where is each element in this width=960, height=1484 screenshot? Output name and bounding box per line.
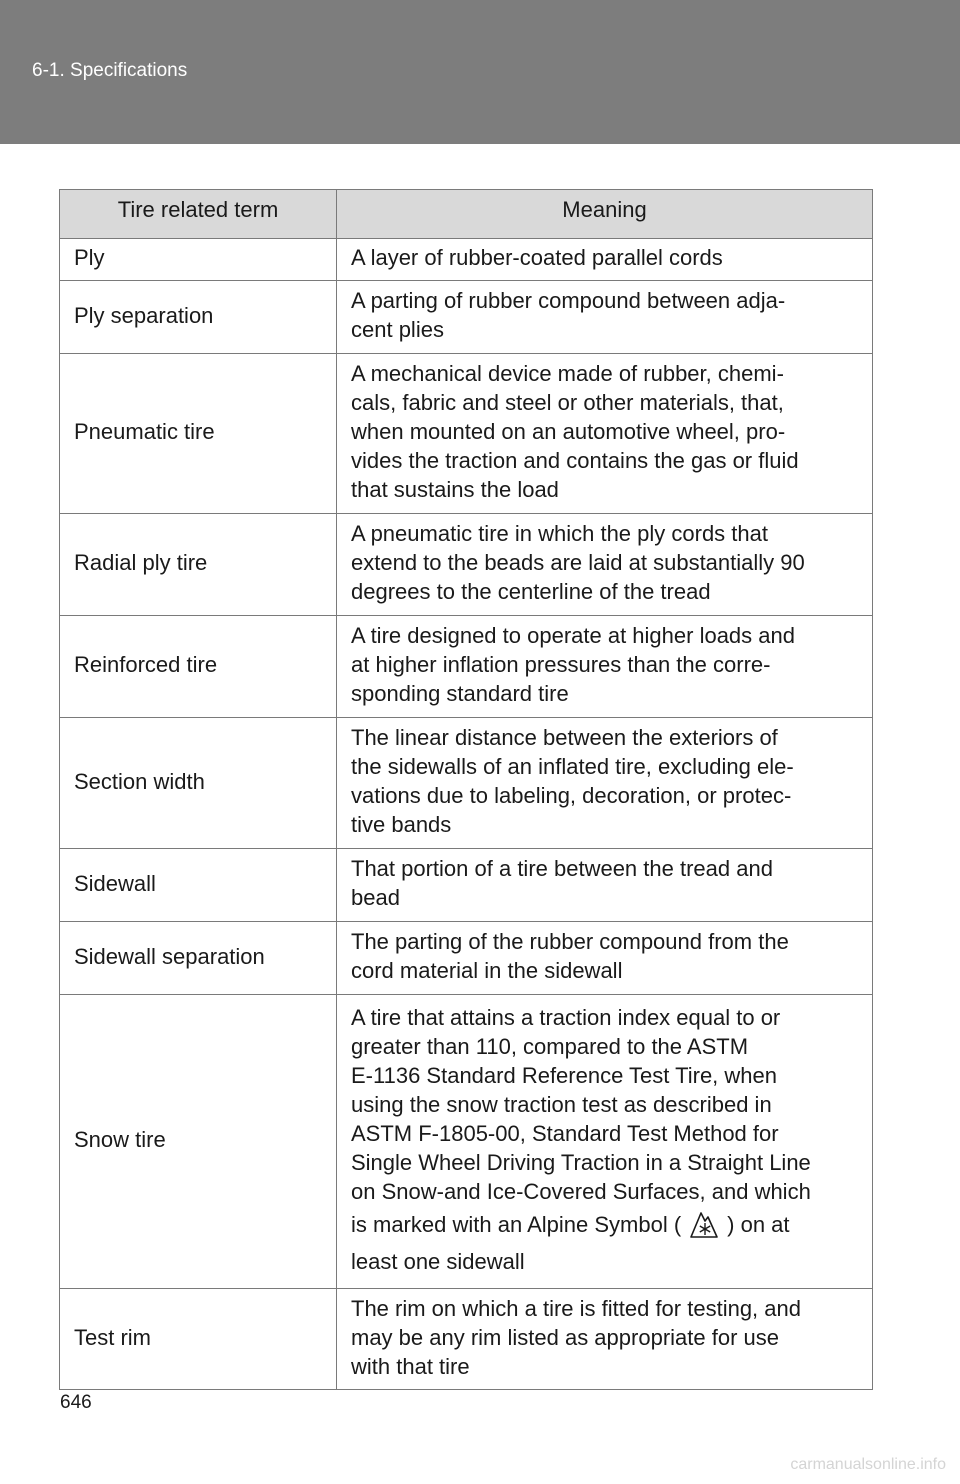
term-cell: Test rim bbox=[60, 1289, 337, 1390]
page-header bbox=[0, 0, 960, 144]
term-cell: Sidewall bbox=[60, 849, 337, 922]
meaning-cell: A mechanical device made of rubber, chemi- cals, fabric and steel or other materials, that, when mounted on an automotive wheel, pro- vides the traction and contains the gas or fluid that sustains the load bbox=[337, 354, 873, 514]
term-cell: Snow tire bbox=[60, 995, 337, 1289]
meaning-cell: A tire designed to operate at higher loads and at higher inflation pressures than the corre- sponding standard tire bbox=[337, 616, 873, 718]
term-cell: Ply separation bbox=[60, 281, 337, 354]
watermark: carmanualsonline.info bbox=[790, 1456, 946, 1473]
table-header-row bbox=[60, 190, 873, 239]
alpine-symbol-icon bbox=[687, 1206, 721, 1247]
table-row bbox=[60, 849, 873, 922]
meaning-cell: A parting of rubber compound between adja- cent plies bbox=[337, 281, 873, 354]
table-row bbox=[60, 718, 873, 849]
section-title: 6-1. Specifications bbox=[32, 60, 188, 81]
meaning-cell: A layer of rubber-coated parallel cords bbox=[337, 239, 873, 281]
meaning-cell: The linear distance between the exteriors of the sidewalls of an inflated tire, excluding ele- vations due to labeling, decoration, or protec- tive bands bbox=[337, 718, 873, 849]
term-cell: Reinforced tire bbox=[60, 616, 337, 718]
table-row bbox=[60, 922, 873, 995]
header-term: Tire related term bbox=[60, 190, 337, 239]
meaning-cell: The parting of the rubber compound from the cord material in the sidewall bbox=[337, 922, 873, 995]
term-cell: Ply bbox=[60, 239, 337, 281]
page-number: 646 bbox=[60, 1392, 92, 1413]
table-row bbox=[60, 239, 873, 281]
header-meaning: Meaning bbox=[337, 190, 873, 239]
meaning-text: A tire that attains a traction index equal to or greater than 110, compared to the ASTM E-1136 Standard Reference Test Tire, when using the snow traction test as described in ASTM F-1805-00, Standard Test Method for Single Wheel Driving Traction in a Straight Line on Snow-and Ice-Covered Surfaces, and which is marked with an Alpine Symbol ( bbox=[351, 1005, 811, 1237]
table-row bbox=[60, 1289, 873, 1390]
term-cell: Pneumatic tire bbox=[60, 354, 337, 514]
term-cell: Section width bbox=[60, 718, 337, 849]
term-cell: Sidewall separation bbox=[60, 922, 337, 995]
meaning-cell: The rim on which a tire is fitted for testing, and may be any rim listed as appropriate for use with that tire bbox=[337, 1289, 873, 1390]
table-row bbox=[60, 514, 873, 616]
tire-terms-table bbox=[59, 189, 873, 1390]
term-cell: Radial ply tire bbox=[60, 514, 337, 616]
table-row bbox=[60, 616, 873, 718]
meaning-cell: That portion of a tire between the tread and bead bbox=[337, 849, 873, 922]
meaning-cell bbox=[337, 995, 873, 1289]
table-row bbox=[60, 281, 873, 354]
meaning-cell: A pneumatic tire in which the ply cords that extend to the beads are laid at substantially 90 degrees to the centerline of the tread bbox=[337, 514, 873, 616]
table-row bbox=[60, 354, 873, 514]
meaning-text: ) on at least one sidewall bbox=[351, 1212, 790, 1274]
table-row bbox=[60, 995, 873, 1289]
